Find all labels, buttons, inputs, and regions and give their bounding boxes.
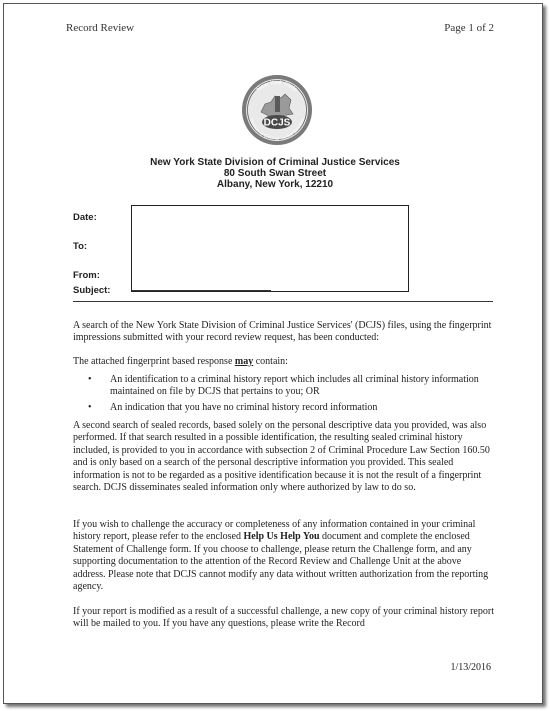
paragraph-sealed-records: A second search of sealed records, based solely on the personal descriptive data you provided, was also performed. If that search resulted in a possible identification, the resulting sealed criminal history included, is provided to you in accordance with subsection 2 of Criminal Procedure Law Section 160.50 and is only based on a search of the personal descriptive information you provided. This sealed information is not to be regarded as a positive identification because it is not the result of a fingerprint search. DCJS disseminates sealed information only where authorized by law to do so. [73,420,490,494]
list-item: • An indication that you have no criminal history record information [88,402,378,413]
org-city: Albany, New York, 12210 [216,179,334,190]
from-label: From: [73,270,100,281]
seal-center-text: DCJS [263,117,291,129]
date-label: Date: [73,212,97,223]
redaction-box [131,205,409,292]
list-item: • An identification to a criminal history report which includes all criminal history information maintained on file by DCJS that pertains to you; OR [88,374,479,398]
seal-ring-text: Division of Criminal Justice Services [248,117,306,142]
org-name: New York State Division of Criminal Justice Services [150,157,400,168]
redacted-subject-line [131,289,271,292]
response-bullets [88,374,488,399]
response-bullets-2 [88,402,488,414]
org-street: 80 South Swan Street [223,168,327,179]
subject-label: Subject: [73,285,111,296]
header-divider [73,301,493,302]
paragraph-modified-report: If your report is modified as a result of a successful challenge, a new copy of your criminal history report will be mailed to you. If you have any questions, please write the Record [73,606,494,630]
dcjs-seal-icon [241,74,313,146]
header-title: Record Review [66,22,135,34]
paragraph-search-intro: A search of the New York State Division of Criminal Justice Services' (DCJS) files, using the fingerprint impressions submitted with your record review request, has been conducted: [73,320,492,344]
paragraph-challenge: If you wish to challenge the accuracy or completeness of any information contained in your criminal history report, please refer to the enclosed Help Us Help You document and complete the enclosed Statement of Challenge form. If you choose to challenge, please return the Challenge form, and any supporting documentation to the attention of the Record Review and Challenge Unit at the above address. Please note that DCJS cannot modify any data without written authorization from the reporting agency. [73,519,489,593]
seal-top-text: New York State [255,79,299,94]
emphasis-may: may [234,356,254,367]
paragraph-response-intro: The attached fingerprint based response may contain: [73,356,288,367]
to-label: To: [73,241,88,252]
page-number: Page 1 of 2 [444,22,494,34]
emphasis-help-us: Help Us Help You [243,531,320,543]
footer-date: 1/13/2016 [450,662,491,673]
